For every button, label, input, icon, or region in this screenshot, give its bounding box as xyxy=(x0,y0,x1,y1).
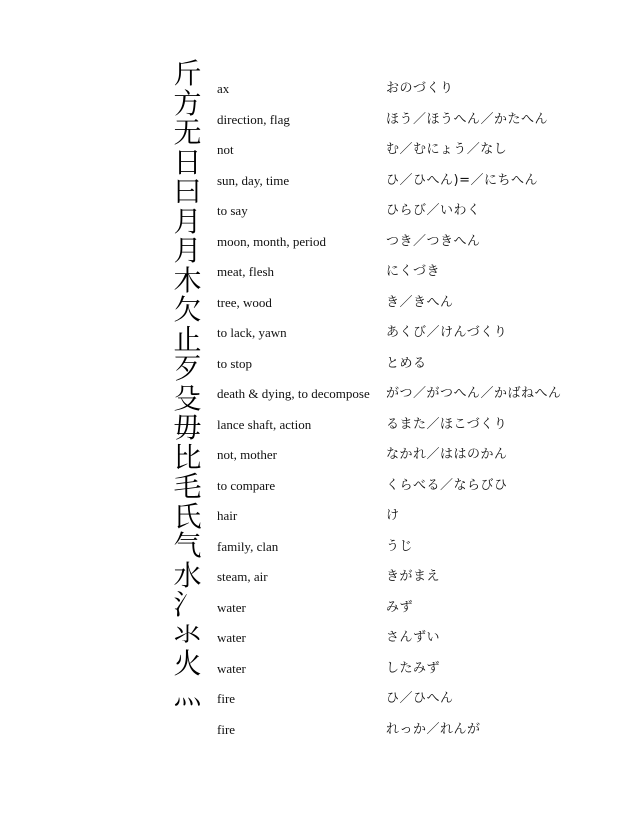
radical-meaning: direction, flag xyxy=(217,111,290,127)
radical-reading: なかれ／ははのかん xyxy=(386,447,508,462)
radical-glyph: 斤 xyxy=(173,57,202,90)
radical-row xyxy=(0,322,638,356)
radical-reading: がつ／がつへん／かばねへん xyxy=(386,386,562,401)
radical-row xyxy=(0,173,638,203)
radical-reading: みず xyxy=(386,599,414,615)
radical-meaning: water xyxy=(217,630,246,645)
radical-meaning: meat, flesh xyxy=(217,264,275,279)
radical-reading: ほう／ほうへん／かたへん xyxy=(386,111,549,127)
radical-meaning: to lack, yawn xyxy=(217,325,287,340)
radical-reading: つき／つきへん xyxy=(386,233,481,249)
radical-row xyxy=(0,478,638,508)
radical-meaning: fire xyxy=(217,721,236,737)
radical-row xyxy=(0,417,638,447)
radical-reading: ひ／ひへん xyxy=(386,691,454,706)
radical-row xyxy=(0,691,638,721)
radical-meaning: steam, air xyxy=(217,569,268,584)
radical-glyph: 歹 xyxy=(173,352,202,385)
radical-reading: るまた／ほこづくり xyxy=(386,416,508,432)
radical-glyph: 比 xyxy=(173,440,202,474)
radical-glyph: 殳 xyxy=(173,381,202,415)
radical-reading: さんずい xyxy=(386,630,441,645)
radical-glyph: 方 xyxy=(173,86,202,120)
radical-meaning: not, mother xyxy=(217,447,277,462)
radical-row xyxy=(0,722,638,752)
radical-glyph: 火 xyxy=(173,647,202,680)
radical-meaning: not xyxy=(217,142,234,157)
radical-reading: ひ／ひへん)=／にちへん xyxy=(386,172,538,188)
radical-glyph: 毛 xyxy=(173,470,202,503)
radical-meaning: to say xyxy=(217,203,248,218)
radical-row xyxy=(0,381,638,416)
radical-row xyxy=(0,630,638,660)
radical-reading: したみず xyxy=(386,660,441,676)
radical-glyph: 氵 xyxy=(173,588,202,621)
radical-reading: きがまえ xyxy=(386,569,441,584)
radical-reading: にくづき xyxy=(386,264,441,279)
radical-meaning: ax xyxy=(217,81,230,96)
radical-meaning: death & dying, to decompose xyxy=(217,386,370,401)
radical-row xyxy=(0,352,638,386)
radical-meaning: lance shaft, action xyxy=(217,416,312,432)
radical-meaning: moon, month, period xyxy=(217,233,327,249)
radical-meaning: to compare xyxy=(217,477,276,493)
radical-row xyxy=(0,142,638,172)
radical-reading: き／きへん xyxy=(386,294,454,310)
radical-meaning: sun, day, time xyxy=(217,172,290,188)
radical-glyph: 木 xyxy=(173,263,202,297)
radical-reading: おのづくり xyxy=(386,81,454,96)
radical-reading: くらべる／ならびひ xyxy=(386,477,508,493)
radical-meaning: tree, wood xyxy=(217,294,272,310)
radical-meaning: family, clan xyxy=(217,538,279,554)
radical-row xyxy=(0,295,638,325)
radical-meaning: water xyxy=(217,599,246,615)
radical-glyph: 气 xyxy=(173,529,202,562)
radical-glyph: 氺 xyxy=(173,617,202,651)
radical-meaning: to stop xyxy=(217,355,253,371)
radical-reading: け xyxy=(386,508,400,523)
radical-row xyxy=(0,600,638,630)
radical-row xyxy=(0,569,638,599)
radical-glyph: 止 xyxy=(173,322,202,356)
radical-row xyxy=(0,263,638,297)
radical-glyph: 毋 xyxy=(173,411,202,444)
radical-row xyxy=(0,447,638,477)
radical-glyph: 灬 xyxy=(173,676,202,710)
radical-glyph: 月 xyxy=(173,234,202,267)
radical-reading: む／むにょう／なし xyxy=(386,142,508,157)
radical-row xyxy=(0,81,638,111)
radical-meaning: water xyxy=(217,660,246,676)
radical-reading: ひらび／いわく xyxy=(386,203,481,218)
radical-reading: あくび／けんづくり xyxy=(386,325,508,340)
radical-glyph: 无 xyxy=(173,116,202,149)
radical-row xyxy=(0,203,638,233)
radical-row xyxy=(0,661,638,691)
radical-reading: れっか／れんが xyxy=(386,721,481,737)
radical-row xyxy=(0,508,638,538)
radical-meaning: hair xyxy=(217,508,238,523)
radical-glyph: 氏 xyxy=(173,499,202,533)
radical-reading: うじ xyxy=(386,538,414,554)
radical-glyph: 欠 xyxy=(173,293,202,326)
radical-glyph: 曰 xyxy=(173,175,202,208)
radical-row xyxy=(0,233,638,267)
radical-reading: とめる xyxy=(386,355,427,371)
radical-row xyxy=(0,112,638,142)
radical-row xyxy=(0,539,638,569)
radical-glyph: 月 xyxy=(173,204,202,238)
radical-glyph: 水 xyxy=(173,558,202,592)
radical-meaning: fire xyxy=(217,691,236,706)
radical-glyph: 日 xyxy=(173,145,202,179)
